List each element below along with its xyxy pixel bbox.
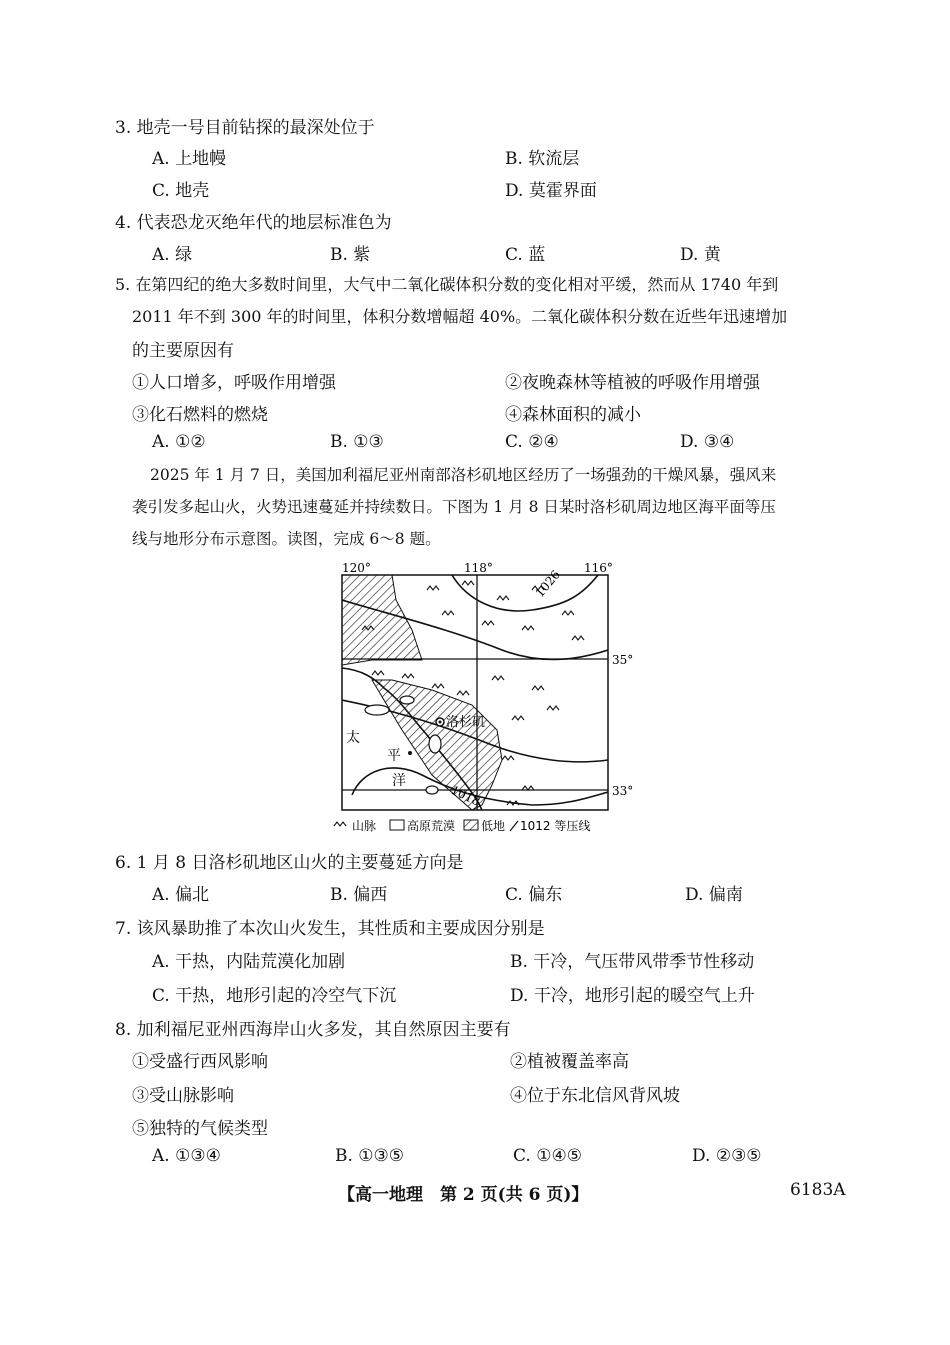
q4-option-d: D. 黄 <box>680 245 721 265</box>
q3-stem: 3. 地壳一号目前钻探的最深处位于 <box>115 118 375 138</box>
legend-mountain-icon <box>334 822 346 826</box>
legend-lowland-icon <box>464 820 478 830</box>
q8-statement-4: ④位于东北信风背风坡 <box>510 1086 680 1106</box>
q6-option-b: B. 偏西 <box>330 885 388 905</box>
ocean-label-tai: 太 <box>346 730 360 746</box>
q7-option-c: C. 干热，地形引起的冷空气下沉 <box>152 986 397 1006</box>
island <box>400 696 414 704</box>
passage-line2: 袭引发多起山火，火势迅速蔓延并持续数日。下图为 1 月 8 日某时洛杉矶周边地区海平面等压 <box>132 498 776 516</box>
q5-statement-4: ④森林面积的减小 <box>505 405 641 425</box>
q8-statement-1: ①受盛行西风影响 <box>132 1052 268 1072</box>
legend-plateau-icon <box>390 820 404 830</box>
q7-option-b: B. 干冷，气压带风带季节性移动 <box>510 952 755 972</box>
q5-statement-3: ③化石燃料的燃烧 <box>132 405 268 425</box>
q4-option-a: A. 绿 <box>152 245 193 265</box>
q7-option-d: D. 干冷，地形引起的暖空气上升 <box>510 986 755 1006</box>
q4-option-b: B. 紫 <box>330 245 371 265</box>
q5-stem-line2: 2011 年不到 300 年的时间里，体积分数增幅超 40%。二氧化碳体积分数在近些年迅速增加 <box>132 307 788 326</box>
q5-option-b: B. ①③ <box>330 432 384 452</box>
q6-stem: 6. 1 月 8 日洛杉矶地区山火的主要蔓延方向是 <box>115 853 464 873</box>
ocean-label-ping: 平 <box>387 748 401 764</box>
q3-option-c: C. 地壳 <box>152 181 210 201</box>
q5-statement-1: ①人口增多，呼吸作用增强 <box>132 373 336 393</box>
q8-stem: 8. 加利福尼亚州西海岸山火多发，其自然原因主要有 <box>115 1020 511 1040</box>
legend-isobar-icon <box>510 821 518 831</box>
lat-label-33: 33° <box>612 784 634 798</box>
q5-statement-2: ②夜晚森林等植被的呼吸作用增强 <box>505 373 760 393</box>
q5-option-d: D. ③④ <box>680 432 735 452</box>
legend-plateau: 高原荒漠 <box>407 819 456 833</box>
city-label: 洛杉矶 <box>446 715 486 730</box>
q7-option-a: A. 干热，内陆荒漠化加剧 <box>152 952 346 972</box>
q6-option-d: D. 偏南 <box>685 885 743 905</box>
q5-stem-line1: 5. 在第四纪的绝大多数时间里，大气中二氧化碳体积分数的变化相对平缓，然而从 1740 年到 <box>115 275 779 294</box>
q6-option-a: A. 偏北 <box>152 885 210 905</box>
isobar-terrain-map <box>332 560 634 835</box>
lon-label-120: 120° <box>342 561 371 575</box>
island <box>408 751 412 755</box>
q8-option-d: D. ②③⑤ <box>692 1146 762 1166</box>
q8-option-b: B. ①③⑤ <box>335 1146 405 1166</box>
q6-option-c: C. 偏东 <box>505 885 563 905</box>
q4-option-c: C. 蓝 <box>505 245 546 265</box>
q7-stem: 7. 该风暴助推了本次山火发生，其性质和主要成因分别是 <box>115 919 545 939</box>
isobar-label-1026: 1026 <box>532 567 563 600</box>
q3-option-a: A. 上地幔 <box>152 149 227 169</box>
island <box>365 705 389 715</box>
map-legend <box>334 818 590 833</box>
legend-isobar: 1012 等压线 <box>520 819 591 833</box>
passage-line1: 2025 年 1 月 7 日，美国加利福尼亚州南部洛杉矶地区经历了一场强劲的干燥风暴，强风来 <box>150 466 777 484</box>
page-footer-title: 【高一地理 第 2 页(共 6 页)】 <box>338 1185 589 1205</box>
ocean-label-yang: 洋 <box>392 773 406 789</box>
q4-stem: 4. 代表恐龙灭绝年代的地层标准色为 <box>115 213 392 233</box>
page-footer-code: 6183A <box>790 1180 846 1200</box>
q8-option-a: A. ①③④ <box>152 1146 221 1166</box>
isobar-label-1018: 1018 <box>448 783 483 809</box>
q8-statement-5: ⑤独特的气候类型 <box>132 1119 268 1139</box>
q5-stem-line3: 的主要原因有 <box>132 341 234 361</box>
q5-option-a: A. ①② <box>152 432 206 452</box>
passage-line3: 线与地形分布示意图。读图，完成 6～8 题。 <box>132 530 441 548</box>
q8-statement-3: ③受山脉影响 <box>132 1086 234 1106</box>
q8-option-c: C. ①④⑤ <box>513 1146 582 1166</box>
lon-label-116: 116° <box>584 561 613 575</box>
legend-lowland: 低地 <box>481 819 506 833</box>
q3-option-b: B. 软流层 <box>505 149 580 169</box>
lat-label-35: 35° <box>612 653 634 667</box>
q8-statement-2: ②植被覆盖率高 <box>510 1052 629 1072</box>
legend-mountain: 山脉 <box>352 819 377 833</box>
island <box>429 735 441 753</box>
q3-option-d: D. 莫霍界面 <box>505 181 597 201</box>
island <box>426 786 438 794</box>
lon-label-118: 118° <box>464 561 493 575</box>
q5-option-c: C. ②④ <box>505 432 559 452</box>
